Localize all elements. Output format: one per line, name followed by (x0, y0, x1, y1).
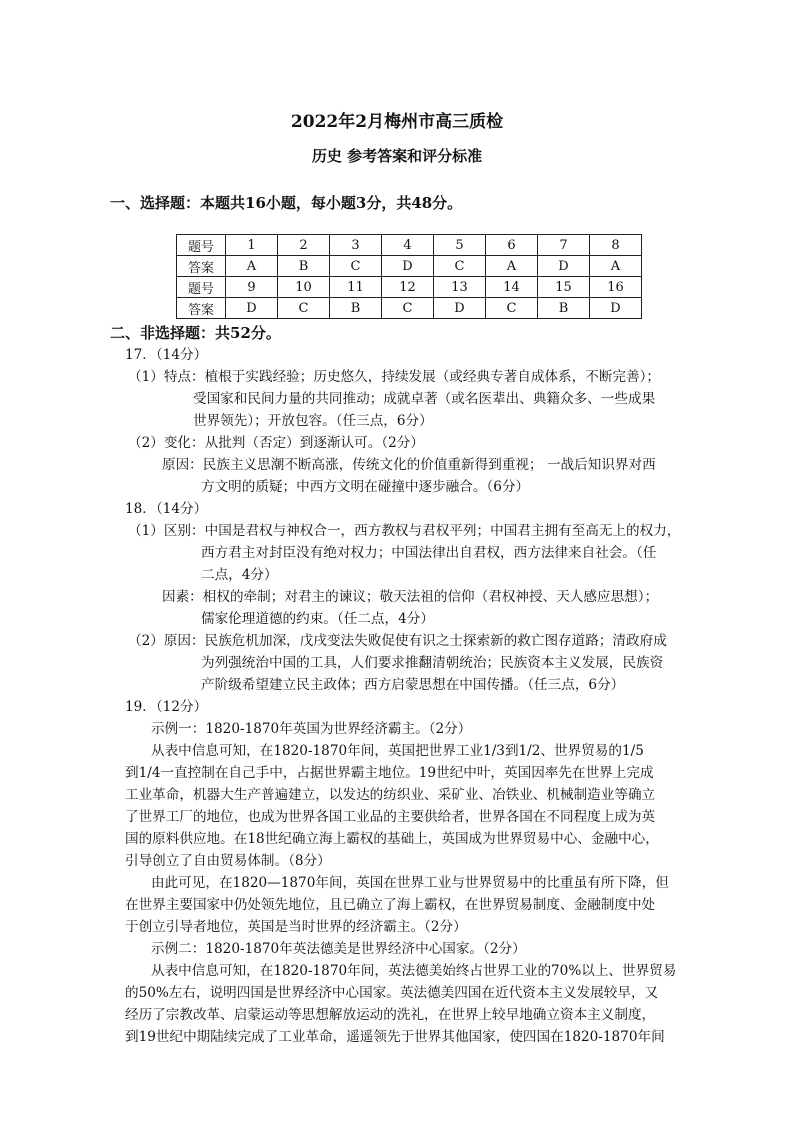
table-cell: 9 (226, 277, 278, 298)
body-line: 到19世纪中期陆续完成了工业革命，遥遥领先于世界其他国家，使四国在1820-1870年间 (125, 1029, 665, 1045)
body-line: 二点，4分） (201, 567, 278, 583)
table-cell: A (590, 256, 642, 277)
table-cell: C (278, 298, 330, 319)
body-line: 从表中信息可知，在1820-1870年间，英法德美始终占世界工业的70%以上、世界贸易 (151, 963, 677, 979)
row-label: 题号 (177, 277, 226, 298)
table-cell: 3 (330, 235, 382, 256)
question-17-heading: 17．（14分） (125, 347, 208, 363)
table-cell: B (278, 256, 330, 277)
body-line: 示例一：1820-1870年英国为世界经济霸主。（2分） (151, 721, 472, 737)
table-cell: 11 (330, 277, 382, 298)
body-line: 世界领先）；开放包容。（任三点，6分） (193, 413, 433, 429)
table-row (177, 277, 642, 298)
page-subtitle: 历史 参考答案和评分标准 (311, 147, 483, 165)
table-row (177, 256, 642, 277)
table-row (177, 235, 642, 256)
table-cell: 2 (278, 235, 330, 256)
table-cell: 16 (590, 277, 642, 298)
row-label: 答案 (177, 256, 226, 277)
body-line: （1）特点：植根于实践经验；历史悠久，持续发展（或经典专著自成体系，不断完善）； (128, 369, 661, 385)
body-line: （2）变化：从批判（否定）到逐渐认可。（2分） (128, 435, 424, 451)
body-line: 由此可见，在1820—1870年间，英国在世界工业与世界贸易中的比重虽有所下降，但 (151, 875, 669, 891)
body-line: 工业革命，机器大生产普遍建立，以发达的纺织业、采矿业、冶铁业、机械制造业等确立 (125, 787, 656, 803)
table-cell: D (226, 298, 278, 319)
table-cell: 4 (382, 235, 434, 256)
answer-table (176, 234, 642, 319)
body-line: 受国家和民间力量的共同推动；成就卓著（或名医辈出、典籍众多、一些成果 (193, 391, 656, 407)
table-cell: A (486, 256, 538, 277)
table-cell: 6 (486, 235, 538, 256)
table-cell: C (382, 298, 434, 319)
table-cell: D (382, 256, 434, 277)
section-2-heading: 二、非选择题：共52分。 (110, 324, 281, 342)
table-cell: A (226, 256, 278, 277)
body-line: 经历了宗教改革、启蒙运动等思想解放运动的洗礼，在世界上较早地确立资本主义制度， (125, 1007, 656, 1023)
body-line: 西方君主对封臣没有绝对权力；中国法律出自君权，西方法律来自社会。（任 (201, 545, 657, 561)
table-cell: 14 (486, 277, 538, 298)
section-1-heading: 一、选择题：本题共16小题，每小题3分，共48分。 (110, 194, 463, 212)
body-line: 示例二：1820-1870年英法德美是世界经济中心国家。（2分） (151, 941, 526, 957)
table-cell: C (330, 256, 382, 277)
body-line: （2）原因：民族危机加深，戊戌变法失败促使有识之士探索新的救亡图存道路；清政府成 (128, 633, 667, 649)
table-cell: D (590, 298, 642, 319)
table-cell: 7 (538, 235, 590, 256)
table-cell: C (434, 256, 486, 277)
body-line: 的50%左右，说明四国是世界经济中心国家。英法德美四国在近代资本主义发展较早，又 (125, 985, 659, 1001)
table-cell: D (434, 298, 486, 319)
body-line: 为列强统治中国的工具，人们要求推翻清朝统治；民族资本主义发展，民族资 (201, 655, 664, 671)
table-cell: D (538, 256, 590, 277)
table-cell: C (486, 298, 538, 319)
body-line: 国的原料供应地。在18世纪确立海上霸权的基础上，英国成为世界贸易中心、金融中心， (125, 831, 659, 847)
body-line: 从表中信息可知，在1820-1870年间，英国把世界工业1/3到1/2、世界贸易的1/5 (151, 743, 644, 759)
body-line: 原因：民族主义思潮不断高涨，传统文化的价值重新得到重视； 一战后知识界对西 (162, 457, 656, 473)
body-line: 产阶级希望建立民主政体；西方启蒙思想在中国传播。（任三点，6分） (201, 677, 625, 693)
body-line: 方文明的质疑；中西方文明在碰撞中逐步融合。（6分） (201, 479, 530, 495)
body-line: 儒家伦理道德的约束。（任二点，4分） (201, 611, 434, 627)
body-line: 因素：相权的牵制；对君主的谏议；敬天法祖的信仰（君权神授、天人感应思想）； (162, 589, 659, 605)
body-line: 引导创立了自由贸易体制。（8分） (125, 853, 331, 869)
body-line: 了世界工厂的地位，也成为世界各国工业品的主要供给者，世界各国在不同程度上成为英 (125, 809, 656, 825)
table-cell: B (330, 298, 382, 319)
body-line: 于创立引导者地位，英国是当时世界的经济霸主。（2分） (125, 919, 467, 935)
body-line: 在世界主要国家中仍处领先地位，且已确立了海上霸权，在世界贸易制度、金融制度中处 (125, 897, 656, 913)
row-label: 题号 (177, 235, 226, 256)
table-cell: B (538, 298, 590, 319)
row-label: 答案 (177, 298, 226, 319)
table-row (177, 298, 642, 319)
question-18-heading: 18．（14分） (125, 501, 208, 517)
table-cell: 12 (382, 277, 434, 298)
body-line: 到1/4一直控制在自己手中，占据世界霸主地位。19世纪中叶，英国因率先在世界上完成 (125, 765, 654, 781)
table-cell: 8 (590, 235, 642, 256)
table-cell: 1 (226, 235, 278, 256)
table-cell: 10 (278, 277, 330, 298)
table-cell: 13 (434, 277, 486, 298)
page-title: 2022年2月梅州市高三质检 (290, 112, 504, 132)
table-cell: 5 (434, 235, 486, 256)
body-line: （1）区别：中国是君权与神权合一，西方教权与君权平列；中国君主拥有至高无上的权力， (128, 523, 681, 539)
table-cell: 15 (538, 277, 590, 298)
question-19-heading: 19．（12分） (125, 699, 208, 715)
